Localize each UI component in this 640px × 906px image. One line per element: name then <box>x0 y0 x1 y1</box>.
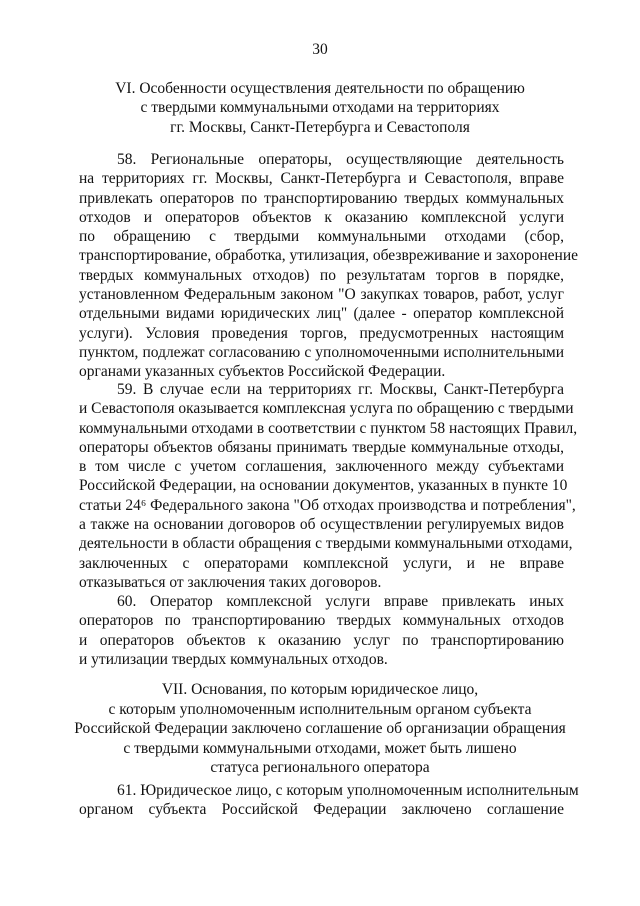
heading-line: VII. Основания, по которым юридическое лицо, <box>161 681 479 698</box>
text-line: заключенных с операторами комплексной услуги, и не вправе <box>79 554 564 572</box>
text-line: услуги). Условия проведения торгов, предусмотренных настоящим <box>79 324 564 342</box>
paragraph-60 <box>79 592 564 669</box>
heading-line: гг. Москвы, Санкт-Петербурга и Севастополя <box>170 118 470 136</box>
heading-line: с которым уполномоченным исполнительным органом субъекта <box>108 700 532 718</box>
section-7-heading <box>0 680 640 778</box>
text-line: отказываться от заключения таких договоров. <box>79 573 382 591</box>
text-line: в том числе с учетом соглашения, заключенного между субъектами <box>79 458 564 476</box>
heading-line: с твердыми коммунальными отходами на территориях <box>140 99 500 117</box>
text-line: на территориях гг. Москвы, Санкт-Петербурга и Севастополя, вправе <box>79 170 564 188</box>
text-line: и Севастополя оказывается комплексная услуга по обращению с твердыми <box>79 400 574 418</box>
text-line: а также на основании договоров об осуществлении регулируемых видов <box>79 516 564 534</box>
text-line: операторов по транспортированию твердых коммунальных отходов <box>79 612 564 630</box>
text-line: и утилизации твердых коммунальных отходов. <box>79 650 388 668</box>
text-line: 58. Региональные операторы, осуществляющие деятельность <box>117 151 564 168</box>
heading-line: с твердыми коммунальными отходами, может быть лишено <box>123 739 517 757</box>
text-line: операторы объектов обязаны принимать твердые коммунальные отходы, <box>79 438 564 456</box>
text-line: и операторов объектов к оказанию услуг по транспортированию <box>79 631 564 649</box>
paragraph-59 <box>79 380 578 592</box>
text-line: транспортирование, обработка, утилизация, обезвреживание и захоронение <box>79 247 578 265</box>
heading-line: статуса регионального оператора <box>210 759 430 776</box>
text-line: органами указанных субъектов Российской Федерации. <box>79 363 446 381</box>
text-line: отдельными видами юридических лиц" (далее - оператор комплексной <box>79 305 564 323</box>
heading-line: Российской Федерации заключено соглашение об организации обращения <box>74 720 566 737</box>
text-line: по обращению с твердыми коммунальными отходами (сбор, <box>79 228 564 246</box>
text-line: деятельности в области обращения с твердыми коммунальными отходами, <box>79 535 573 553</box>
text-line: статьи 24⁶ Федерального закона "Об отходах производства и потребления", <box>79 496 576 514</box>
text-line: коммунальными отходами в соответствии с пунктом 58 настоящих Правил, <box>79 419 578 437</box>
text-line: привлекать операторов по транспортированию твердых коммунальных <box>79 189 564 207</box>
text-line: отходов и операторов объектов к оказанию комплексной услуги <box>79 208 564 226</box>
text-line: Российской Федерации, на основании документов, указанных в пункте 10 <box>79 477 568 495</box>
heading-line: VI. Особенности осуществления деятельности по обращению <box>115 80 525 97</box>
text-line: пунктом, подлежат согласованию с уполномоченными исполнительными <box>79 343 564 361</box>
text-line: установленном Федеральным законом "О закупках товаров, работ, услуг <box>79 286 564 304</box>
text-line: органом субъекта Российской Федерации заключено соглашение <box>79 801 564 819</box>
paragraph-61 <box>79 781 579 820</box>
text-line: твердых коммунальных отходов) по результатам торгов в порядке, <box>79 266 564 284</box>
page-number: 30 <box>312 41 328 58</box>
paragraph-58 <box>79 150 578 382</box>
text-line: 61. Юридическое лицо, с которым уполномоченным исполнительным <box>117 782 579 799</box>
text-line: 59. В случае если на территориях гг. Москвы, Санкт-Петербурга <box>117 381 564 398</box>
text-line: 60. Оператор комплексной услуги вправе привлекать иных <box>117 593 564 610</box>
section-6-heading <box>0 79 640 137</box>
